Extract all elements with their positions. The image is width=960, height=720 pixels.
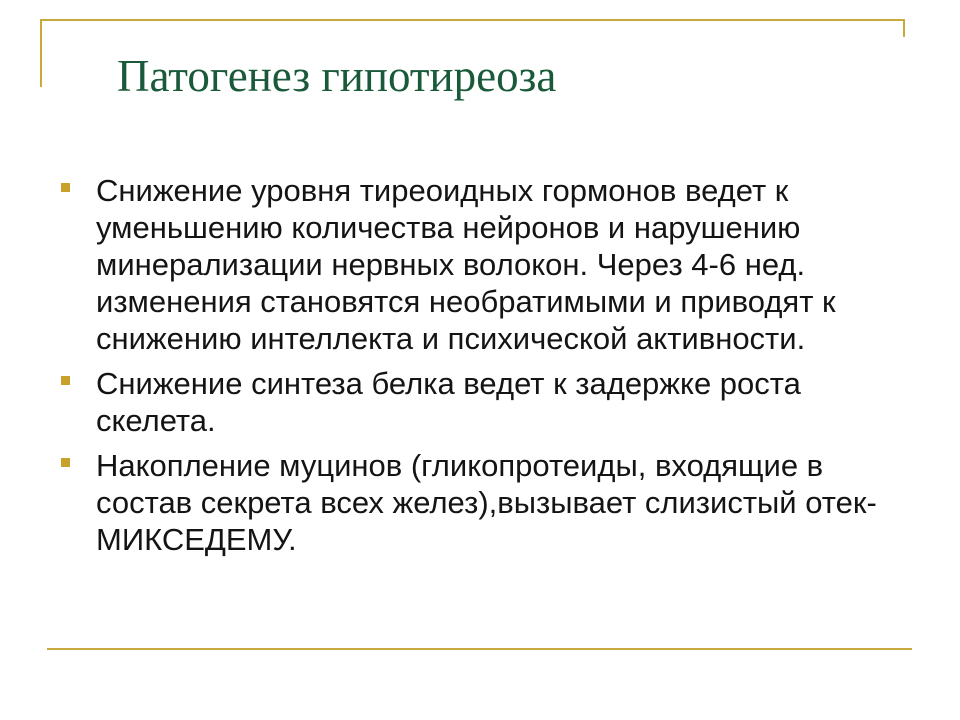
bottom-border-line xyxy=(47,648,912,650)
left-border-line xyxy=(40,19,42,87)
bullet-item xyxy=(60,447,910,558)
bullet-item xyxy=(60,172,910,357)
bullet-text: Накопление муцинов (гликопротеиды, входящие в состав секрета всех желез),вызывает слизистый отек-МИКСЕДЕМУ. xyxy=(96,448,877,557)
slide-title: Патогенез гипотиреоза xyxy=(117,51,557,101)
top-border-line xyxy=(40,19,905,21)
square-bullet-icon xyxy=(61,183,70,192)
square-bullet-icon xyxy=(61,376,70,385)
bullet-item xyxy=(60,365,910,439)
right-border-tick xyxy=(903,19,905,37)
bullet-text: Снижение синтеза белка ведет к задержке роста скелета. xyxy=(96,366,801,438)
bullet-list xyxy=(60,172,910,566)
square-bullet-icon xyxy=(61,458,70,467)
bullet-text: Снижение уровня тиреоидных гормонов ведет к уменьшению количества нейронов и нарушению минерализации нервных волокон. Через 4-6 нед. изменения становятся необратимыми и приводят к снижению интеллекта и психической активности. xyxy=(96,173,836,356)
